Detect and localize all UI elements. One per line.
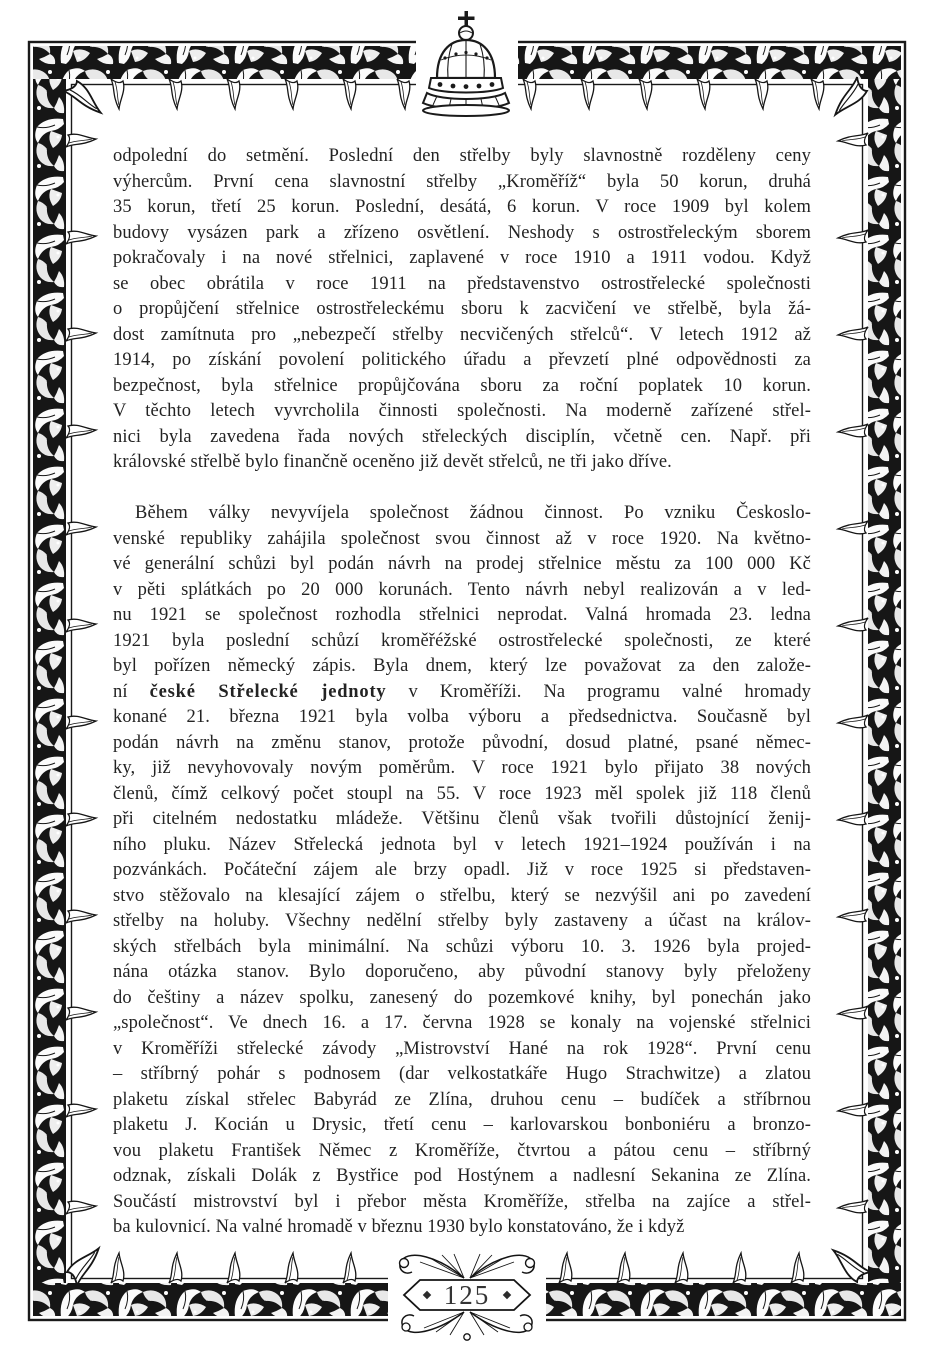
- text-line: konané 21. března 1921 byla volba výboru a předsednictva. Současně byl: [113, 707, 811, 727]
- page-text: [113, 144, 811, 1241]
- text-line: nici byla zavedena řada nových střeleckých disciplín, včetně cen. Např. při: [113, 426, 811, 447]
- border-band-left: [33, 46, 66, 1316]
- text-line: v pěti splátkách po 20 000 korunách. Tento návrh nebyl realizován a v led-: [113, 579, 811, 600]
- text-line: při citelném nedostatku mládeže. Většinu členů však tvořili důstojnící ženij-: [113, 809, 811, 829]
- text-line: královské střelbě bylo finančně oceněno již devět střelců, ne tři jako dříve.: [113, 452, 672, 472]
- text-line: 1921 byla poslední schůzí kroměřéžské ostrostřelecké společnosti, ze které: [113, 630, 811, 651]
- text-line: ní české Střelecké jednoty v Kroměříži. Na programu valné hromady: [113, 681, 811, 702]
- text-line: vou plaketu František Němec z Kroměříže, čtvrtou a pátou cenu – stříbrný: [113, 1140, 811, 1161]
- text-line: 35 korun, třetí 25 korun. Poslední, desátá, 6 korun. V roce 1909 byl kolem: [113, 197, 811, 217]
- paragraph-1: [113, 144, 811, 476]
- text-line: o propůjčení střelnice ostrostřeleckému sboru k zacvičení ve střelbě, byla žá-: [113, 299, 811, 319]
- text-line: do češtiny a název spolku, zanesený do pozemkové knihy, byl ponechán jako: [113, 987, 811, 1008]
- text-line: nu 1921 se společnost rozhodla střelnici neprodat. Valná hromada 23. ledna: [113, 605, 811, 625]
- text-line: ba kulovnicí. Na valné hromadě v březnu 1930 bylo konstatováno, že i když: [113, 1217, 685, 1237]
- text-line: odpolední do setmění. Poslední den střelby byly slavnostně rozděleny ceny: [113, 146, 811, 166]
- text-line: v Kroměříži střelecké závody „Mistrovství Hané na rok 1928“. První cenu: [113, 1038, 811, 1059]
- text-line: 1914, po získání povolení politického úřadu a převzetí plné odpovědnosti za: [113, 350, 811, 370]
- text-line: vé generální schůzi byl podán návrh na prodej střelnice městu za 100 000 Kč: [113, 554, 811, 574]
- text-line: Součástí mistrovství byl i přebor města Kroměříže, střelba na zajíce a střel-: [113, 1191, 811, 1212]
- text-line: členů, čímž celkový počet stoupl na 55. V roce 1923 měl spolek již 118 členů: [113, 783, 811, 804]
- text-line: byl pořízen německý zápis. Byla dnem, který lze považovat za den založe-: [113, 656, 811, 676]
- text-line: pokračovaly i na nové střelnici, zaplavené v roce 1910 a 1911 vodou. Když: [113, 248, 811, 268]
- page-number-cartouche: [388, 1248, 546, 1342]
- text-line: – stříbrný pohár s podnosem (dar velkostatkáře Hugo Strachwitze) a zlatou: [113, 1064, 811, 1084]
- text-line: podán návrh na změnu stanov, protože původní, dosud platné, psané němec-: [113, 732, 811, 753]
- page-number: 125: [443, 1280, 491, 1310]
- text-line: V těchto letech vyvrcholila činnosti společnosti. Na moderně zařízené střel-: [113, 401, 811, 421]
- text-line: stvo stěžovalo na klesající zájem o střelbu, který se nezvýšil ani po zavedení: [113, 885, 811, 906]
- text-line: plaketu získal střelec Babyrád ze Zlína, druhou cenu – budíček a stříbrnou: [113, 1089, 811, 1110]
- text-line: ských střelbách byla minimální. Na schůzi výboru 10. 3. 1926 byla projed-: [113, 936, 811, 957]
- text-line: výhercům. První cena slavnostní střelby „Kroměříž“ byla 50 korun, druhá: [113, 171, 811, 192]
- text-line: nána otázka stanov. Bylo doporučeno, aby původní stanovy byly přeloženy: [113, 962, 811, 982]
- text-line: venské republiky zahájila společnost svou činnost až v roce 1920. Na květno-: [113, 528, 811, 549]
- text-line: Během války nevyvíjela společnost žádnou činnost. Po vzniku Českoslo-: [135, 503, 811, 523]
- text-line: „společnost“. Ve dnech 16. a 17. června 1928 se konaly na vojenské střelnici: [113, 1013, 811, 1033]
- text-line: bezpečnost, byla střelnice propůjčována sboru za roční poplatek 10 korun.: [113, 375, 811, 396]
- paragraph-2: [113, 501, 811, 1241]
- text-line: se obec obrátila v roce 1911 na představenstvo ostrostřelecké společnosti: [113, 273, 811, 294]
- text-line: ky, již nevyhovovaly novým poměrům. V roce 1921 bylo přijato 38 nových: [113, 758, 811, 778]
- text-line: pozvánkách. Počáteční zájem ale brzy opadl. Již v roce 1925 si představen-: [113, 860, 811, 880]
- text-line: střelby na holuby. Všechny nedělní střelby byly zastaveny a účast na králov-: [113, 911, 811, 931]
- text-line: plaketu J. Kocián u Drysic, třetí cenu – karlovarskou bonboniéru a bronzo-: [113, 1115, 811, 1135]
- crown-ornament: [416, 6, 518, 118]
- border-band-right: [868, 46, 901, 1316]
- text-line: ního pluku. Název Střelecká jednota byl v letech 1921–1924 používán i na: [113, 834, 811, 855]
- text-line: dost zamítnuta pro „nebezpečí střelby necvičených střelců“. V letech 1912 až: [113, 324, 811, 345]
- text-line: odznak, získali Dolák z Bystřice pod Hostýnem a nadlesní Sekanina ze Zlína.: [113, 1166, 811, 1186]
- text-line: budovy vysázen park a zřízeno osvětlení. Neshody s ostrostřeleckým sborem: [113, 222, 811, 243]
